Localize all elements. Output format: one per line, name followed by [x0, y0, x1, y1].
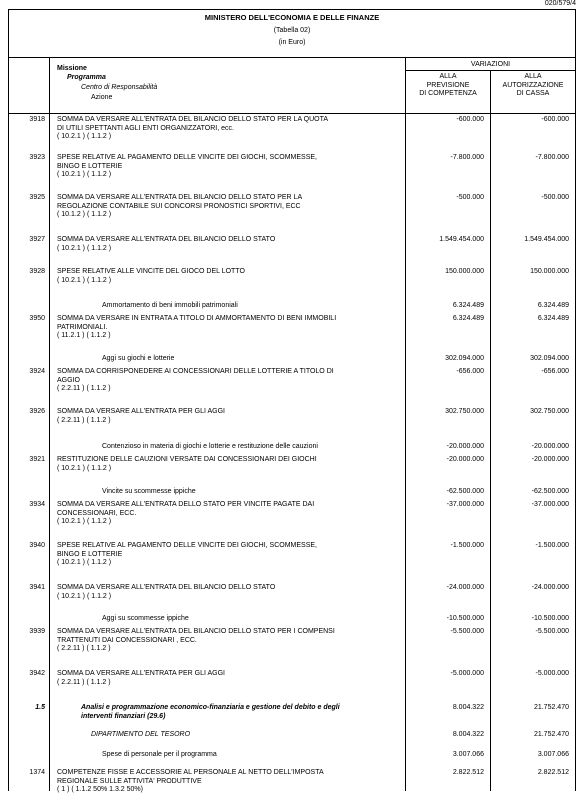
- description-line: ( 2.2.11 ) ( 1.1.2 ): [57, 678, 111, 686]
- description-line: PATRIMONIALI.: [57, 323, 108, 331]
- description-line: REGIONALE SULLE ATTIVITA' PRODUTTIVE: [57, 777, 202, 785]
- value-competenza: 3.007.066: [452, 751, 484, 758]
- row-code: 3926: [29, 408, 45, 415]
- description-line: ( 10.2.1 ) ( 1.1.2 ): [57, 244, 112, 252]
- description-line: Contenzioso in materia di giochi e lotterie e restituzione delle cauzioni: [102, 443, 318, 450]
- row-code: 3927: [29, 236, 45, 243]
- value-cassa: -5.000.000: [535, 670, 569, 677]
- description-line: Analisi e programmazione economico-finanziaria e gestione del debito e degli: [81, 704, 340, 711]
- header-azione: Azione: [91, 94, 113, 101]
- description-line: BINGO E LOTTERIE: [57, 162, 123, 170]
- value-cassa: -656.000: [541, 368, 569, 375]
- value-competenza: 8.004.322: [452, 704, 484, 711]
- value-cassa: -600.000: [541, 116, 569, 123]
- header-programma: Programma: [67, 74, 106, 81]
- value-competenza: 1.549.454.000: [439, 236, 484, 243]
- value-competenza: -24.000.000: [446, 584, 484, 591]
- value-competenza: 302.094.000: [445, 355, 484, 362]
- description-line: SPESE RELATIVE AL PAGAMENTO DELLE VINCITE DEI GIOCHI, SCOMMESSE,: [57, 154, 317, 161]
- row-code: 3934: [29, 501, 45, 508]
- row-description: [102, 302, 442, 311]
- description-line: ( 10.2.1 ) ( 1.1.2 ): [57, 464, 112, 472]
- description-line: SOMMA DA VERSARE ALL'ENTRATA DEL BILANCIO DELLO STATO PER LA: [57, 194, 303, 201]
- value-cassa: -62.500.000: [531, 488, 569, 495]
- ministry-title: MINISTERO DELL'ECONOMIA E DELLE FINANZE: [204, 13, 380, 22]
- value-competenza: -10.500.000: [446, 615, 484, 622]
- header-centro: Centro di Responsabilità: [81, 84, 158, 91]
- value-competenza: 8.004.322: [452, 731, 484, 738]
- value-cassa: -20.000.000: [531, 456, 569, 463]
- description-line: BINGO E LOTTERIE: [57, 550, 123, 558]
- description-line: COMPETENZE FISSE E ACCESSORIE AL PERSONALE AL NETTO DELL'IMPOSTA: [57, 769, 324, 776]
- header-line: PREVISIONE: [426, 81, 470, 89]
- row-description: [102, 751, 442, 760]
- value-cassa: -1.500.000: [535, 542, 569, 549]
- row-description: [57, 456, 397, 473]
- description-line: SOMMA DA VERSARE ALL'ENTRATA DELLO STATO PER VINCITE PAGATE DAI: [57, 501, 315, 508]
- row-code: 3942: [29, 670, 45, 677]
- description-line: interventi finanziari (29.6): [81, 712, 166, 720]
- row-code: 1.5: [35, 704, 45, 711]
- row-description: [57, 584, 397, 601]
- description-line: ( 2.2.11 ) ( 1.1.2 ): [57, 385, 111, 392]
- row-code: 3924: [29, 368, 45, 375]
- description-line: ( 2.2.11 ) ( 1.1.2 ): [57, 645, 111, 652]
- description-line: SOMMA DA VERSARE ALL'ENTRATA DEL BILANCIO DELLO STATO PER I COMPENSI: [57, 628, 335, 635]
- description-line: ( 10.2.1 ) ( 1.1.2 ): [57, 133, 112, 140]
- row-description: [57, 368, 397, 394]
- header-cassa: [491, 73, 575, 99]
- row-description: [57, 501, 397, 527]
- description-line: SOMMA DA VERSARE ALL'ENTRATA PER GLI AGGI: [57, 408, 225, 415]
- value-competenza: -20.000.000: [446, 443, 484, 450]
- row-description: [81, 704, 421, 721]
- description-line: ( 10.2.1 ) ( 1.1.2 ): [57, 518, 112, 525]
- header-line: DI CASSA: [516, 90, 550, 97]
- value-cassa: 302.750.000: [530, 408, 569, 415]
- row-description: [57, 116, 397, 142]
- value-competenza: -7.800.000: [450, 154, 484, 161]
- row-code: 3950: [29, 315, 45, 322]
- row-code: 3928: [29, 268, 45, 275]
- row-description: [102, 355, 442, 364]
- row-code: 3923: [29, 154, 45, 161]
- row-description: [57, 268, 397, 285]
- value-competenza: -1.500.000: [450, 542, 484, 549]
- description-line: REGOLAZIONE CONTABILE SUI CONCORSI PRONOSTICI SPORTIVI, ECC: [57, 202, 301, 210]
- currency-unit: (in Euro): [278, 39, 306, 46]
- divider: [490, 114, 491, 791]
- value-competenza: -5.500.000: [450, 628, 484, 635]
- value-competenza: -20.000.000: [446, 456, 484, 463]
- value-competenza: 6.324.489: [452, 302, 484, 309]
- row-description: [91, 731, 431, 740]
- value-cassa: -10.500.000: [531, 615, 569, 622]
- value-cassa: 2.822.512: [537, 769, 569, 776]
- row-description: [57, 154, 397, 180]
- header-competenza: [406, 73, 490, 99]
- description-line: SOMMA DA VERSARE ALL'ENTRATA DEL BILANCIO DELLO STATO: [57, 236, 276, 243]
- value-competenza: -656.000: [456, 368, 484, 375]
- row-code: 3921: [29, 456, 45, 463]
- row-code: 1374: [29, 769, 45, 776]
- row-description: [57, 315, 397, 341]
- row-code: 3925: [29, 194, 45, 201]
- row-description: [102, 443, 442, 452]
- divider: [49, 114, 50, 791]
- description-line: SOMMA DA VERSARE ALL'ENTRATA DEL BILANCIO DELLO STATO: [57, 584, 276, 591]
- description-line: Aggi su scommesse ippiche: [102, 615, 189, 622]
- value-competenza: -62.500.000: [446, 488, 484, 495]
- description-line: ( 2.2.11 ) ( 1.1.2 ): [57, 416, 111, 424]
- description-line: SOMMA DA VERSARE ALL'ENTRATA PER GLI AGGI: [57, 670, 225, 677]
- row-description: [102, 488, 442, 497]
- value-cassa: 150.000.000: [530, 268, 569, 275]
- description-line: ( 10.1.2 ) ( 1.1.2 ): [57, 211, 112, 218]
- description-line: AGGIO: [57, 376, 80, 384]
- value-cassa: 1.549.454.000: [524, 236, 569, 243]
- value-cassa: 21.752.470: [533, 731, 569, 738]
- value-cassa: 302.094.000: [530, 355, 569, 362]
- row-code: 3918: [29, 116, 45, 123]
- divider: [405, 114, 406, 791]
- description-line: RESTITUZIONE DELLE CAUZIONI VERSATE DAI CONCESSIONARI DEI GIOCHI: [57, 456, 317, 463]
- value-cassa: -5.500.000: [535, 628, 569, 635]
- row-code: 3939: [29, 628, 45, 635]
- description-line: ( 11.2.1 ) ( 1.1.2 ): [57, 332, 111, 339]
- description-line: SOMMA DA VERSARE ALL'ENTRATA DEL BILANCIO DELLO STATO PER LA QUOTA: [57, 116, 329, 123]
- value-cassa: -20.000.000: [531, 443, 569, 450]
- row-description: [57, 194, 397, 220]
- table-body: [9, 114, 575, 791]
- row-description: [102, 615, 442, 624]
- header-line: ALLA: [524, 73, 542, 80]
- header-variazioni: VARIAZIONI: [406, 58, 575, 71]
- description-line: ( 10.2.1 ) ( 1.1.2 ): [57, 276, 112, 284]
- header-missione: Missione: [57, 65, 87, 72]
- description-line: Ammortamento di beni immobili patrimoniali: [102, 302, 238, 309]
- value-competenza: 302.750.000: [445, 408, 484, 415]
- description-line: Aggi su giochi e lotterie: [102, 355, 175, 362]
- value-competenza: -600.000: [456, 116, 484, 123]
- value-cassa: -7.800.000: [535, 154, 569, 161]
- description-line: CONCESSIONARI, ECC.: [57, 509, 137, 517]
- row-description: [57, 542, 397, 568]
- page-reference: 020/579/4: [544, 0, 576, 7]
- row-description: [57, 236, 397, 253]
- document-frame: [8, 9, 576, 791]
- value-cassa: 21.752.470: [533, 704, 569, 711]
- value-cassa: 3.007.066: [537, 751, 569, 758]
- description-line: ( 10.2.1 ) ( 1.1.2 ): [57, 559, 112, 566]
- description-line: ( 1 ) ( 1.1.2 50% 1.3.2 50%): [57, 786, 143, 793]
- description-line: SPESE RELATIVE ALLE VINCITE DEL GIOCO DEL LOTTO: [57, 268, 245, 275]
- row-code: 3941: [29, 584, 45, 591]
- description-line: SOMMA DA CORRISPONEDERE AI CONCESSIONARI DELLE LOTTERIE A TITOLO DI: [57, 368, 334, 375]
- value-cassa: 6.324.489: [537, 302, 569, 309]
- description-line: Spese di personale per il programma: [102, 751, 217, 758]
- value-competenza: 6.324.489: [452, 315, 484, 322]
- description-line: ( 10.2.1 ) ( 1.1.2 ): [57, 592, 112, 600]
- row-description: [57, 670, 397, 687]
- table-number: (Tabella 02): [273, 27, 311, 34]
- row-code: 3940: [29, 542, 45, 549]
- description-line: DIPARTIMENTO DEL TESORO: [91, 731, 191, 738]
- description-line: Vincite su scommesse ippiche: [102, 488, 196, 495]
- header-line: AUTORIZZAZIONE: [502, 81, 564, 89]
- description-line: SPESE RELATIVE AL PAGAMENTO DELLE VINCITE DEI GIOCHI, SCOMMESSE,: [57, 542, 317, 549]
- value-competenza: -37.000.000: [446, 501, 484, 508]
- description-line: TRATTENUTI DAI CONCESSIONARI , ECC.: [57, 636, 197, 644]
- value-competenza: -500.000: [456, 194, 484, 201]
- value-cassa: -24.000.000: [531, 584, 569, 591]
- value-cassa: -37.000.000: [531, 501, 569, 508]
- value-competenza: 150.000.000: [445, 268, 484, 275]
- row-description: [57, 408, 397, 425]
- value-competenza: 2.822.512: [452, 769, 484, 776]
- value-competenza: -5.000.000: [450, 670, 484, 677]
- row-description: [57, 628, 397, 654]
- document-header: [9, 10, 575, 58]
- description-line: ( 10.2.1 ) ( 1.1.2 ): [57, 171, 112, 178]
- column-header: [9, 58, 575, 114]
- value-cassa: -500.000: [541, 194, 569, 201]
- divider: [49, 58, 50, 113]
- description-line: DI UTILI SPETTANTI AGLI ENTI ORGANIZZATORI, ecc.: [57, 124, 234, 132]
- header-line: ALLA: [439, 73, 457, 80]
- value-cassa: 6.324.489: [537, 315, 569, 322]
- description-line: SOMMA DA VERSARE IN ENTRATA A TITOLO DI AMMORTAMENTO DI BENI IMMOBILI: [57, 315, 337, 322]
- header-line: DI COMPETENZA: [419, 90, 477, 97]
